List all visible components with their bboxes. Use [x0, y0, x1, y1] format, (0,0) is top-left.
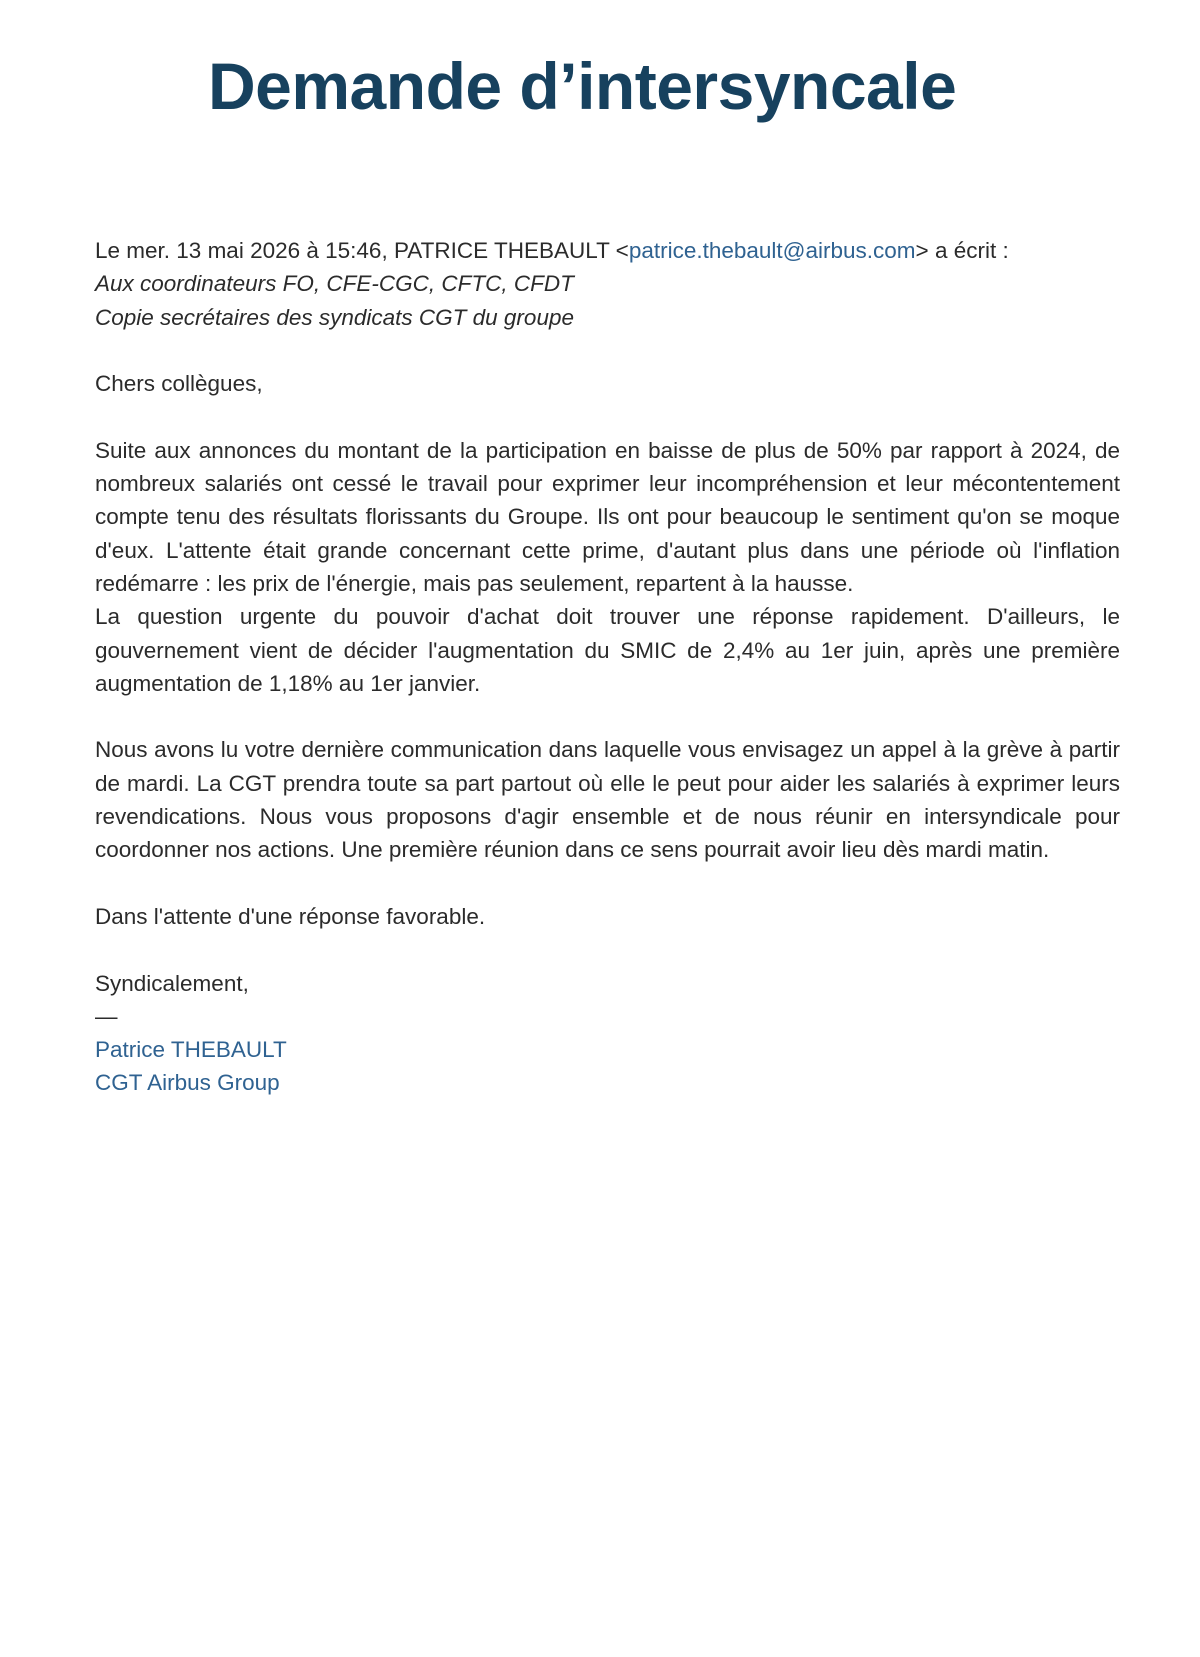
spacer — [95, 700, 1120, 733]
spacer — [95, 933, 1120, 966]
greeting: Chers collègues, — [95, 371, 263, 397]
recipients-line: Aux coordinateurs FO, CFE-CGC, CFTC, CFDT — [95, 271, 574, 297]
sign-off: Syndicalement, — [95, 970, 249, 996]
copy-line: Copie secrétaires des syndicats CGT du groupe — [95, 304, 574, 330]
closing-line: Dans l'attente d'une réponse favorable. — [95, 903, 486, 929]
spacer — [95, 334, 1120, 367]
signature-organization: CGT Airbus Group — [95, 1070, 280, 1096]
email-intro-line — [95, 234, 1120, 267]
paragraph-purchasing-power: La question urgente du pouvoir d'achat doit trouver une réponse rapidement. D'ailleurs, le gouvernement vient de décider l'augmentation du SMIC de 2,4% au 1er juin, après une première augmentation de 1,18% au 1er janvier. — [95, 604, 1120, 696]
paragraph-strike-proposal: Nous avons lu votre dernière communication dans laquelle vous envisagez un appel à la grève à partir de mardi. La CGT prendra toute sa part partout où elle le peut pour aider les salariés à exprimer leurs revendications. Nous vous proposons d'agir ensemble et de nous réunir en intersyndicale pour coordonner nos actions. Une première réunion dans ce sens pourrait avoir lieu dès mardi matin. — [95, 737, 1120, 863]
signature-name: Patrice THEBAULT — [95, 1037, 287, 1063]
spacer — [95, 867, 1120, 900]
signature-separator: — — [95, 1003, 118, 1029]
spacer — [95, 400, 1120, 433]
sender-email-link[interactable]: patrice.thebault@airbus.com — [628, 238, 916, 263]
paragraph-participation: Suite aux annonces du montant de la participation en baisse de plus de 50% par rapport à 2024, de nombreux salariés ont cessé le travail pour exprimer leur incompréhension et leur mécontentement compte tenu des résultats florissants du Groupe. Ils ont pour beaucoup le sentiment qu'on se moque d'eux. L'attente était grande concernant cette prime, d'autant plus dans une période où l'inflation redémarre : les prix de l'énergie, mais pas seulement, repartent à la hausse. — [95, 437, 1120, 596]
document-title: Demande d’intersyncale — [208, 49, 957, 123]
email-body — [95, 234, 1120, 1100]
email-intro-prefix: Le mer. 13 mai 2026 à 15:46, PATRICE THEBAULT < — [95, 238, 629, 263]
email-intro-suffix: > a écrit : — [915, 238, 1009, 263]
